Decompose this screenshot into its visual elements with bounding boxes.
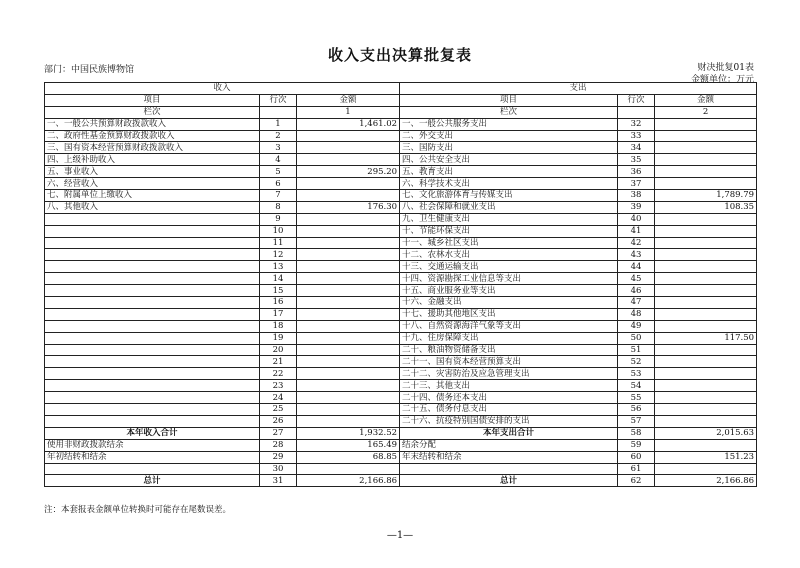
income-item-name bbox=[45, 308, 260, 320]
income-row-no: 4 bbox=[260, 154, 297, 166]
expense-column-label: 栏次 bbox=[400, 106, 618, 118]
income-amount bbox=[297, 415, 400, 427]
expense-year-total-no: 58 bbox=[618, 427, 655, 439]
income-row-no: 15 bbox=[260, 285, 297, 297]
expense-item-name: 八、社会保障和就业支出 bbox=[400, 201, 618, 213]
expense-item-name: 六、科学技术支出 bbox=[400, 178, 618, 190]
table-row bbox=[45, 213, 757, 225]
income-amount bbox=[297, 190, 400, 202]
expense-row-no: 32 bbox=[618, 118, 655, 130]
income-amount bbox=[297, 356, 400, 368]
expense-amount bbox=[655, 261, 757, 273]
expense-row-no: 36 bbox=[618, 166, 655, 178]
income-grand-total-no: 31 bbox=[260, 475, 297, 487]
expense-amount bbox=[655, 142, 757, 154]
expense-item-name: 十四、资源勘探工业信息等支出 bbox=[400, 273, 618, 285]
table-row bbox=[45, 308, 757, 320]
income-amount bbox=[297, 344, 400, 356]
table-row bbox=[45, 261, 757, 273]
income-item-name bbox=[45, 344, 260, 356]
income-item-name bbox=[45, 415, 260, 427]
income-item-header: 项目 bbox=[45, 94, 260, 106]
header-row-colnums bbox=[45, 106, 757, 118]
expense-row-no: 52 bbox=[618, 356, 655, 368]
expense-amount: 108.35 bbox=[655, 201, 757, 213]
expense-grand-total-no: 62 bbox=[618, 475, 655, 487]
begin-balance-label: 年初结转和结余 bbox=[45, 451, 260, 463]
nonfiscal-row bbox=[45, 439, 757, 451]
expense-section-header: 支出 bbox=[400, 83, 757, 95]
income-amount bbox=[297, 368, 400, 380]
income-item-name bbox=[45, 320, 260, 332]
income-section-header: 收入 bbox=[45, 83, 400, 95]
end-balance-no: 60 bbox=[618, 451, 655, 463]
expense-amount bbox=[655, 320, 757, 332]
table-row bbox=[45, 225, 757, 237]
income-row-no: 6 bbox=[260, 178, 297, 190]
expense-amount bbox=[655, 130, 757, 142]
expense-item-name: 十三、交通运输支出 bbox=[400, 261, 618, 273]
income-amount bbox=[297, 297, 400, 309]
income-row-no: 5 bbox=[260, 166, 297, 178]
expense-row-no: 51 bbox=[618, 344, 655, 356]
expense-amount bbox=[655, 213, 757, 225]
expense-item-name: 二十六、抗疫特别国债安排的支出 bbox=[400, 415, 618, 427]
end-balance-label: 年末结转和结余 bbox=[400, 451, 618, 463]
expense-item-name: 一、一般公共服务支出 bbox=[400, 118, 618, 130]
income-amount bbox=[297, 261, 400, 273]
income-amount bbox=[297, 213, 400, 225]
income-amount bbox=[297, 392, 400, 404]
expense-amount bbox=[655, 297, 757, 309]
expense-amount bbox=[655, 415, 757, 427]
expense-item-name: 十八、自然资源海洋气象等支出 bbox=[400, 320, 618, 332]
income-amount bbox=[297, 142, 400, 154]
table-row bbox=[45, 130, 757, 142]
expense-row-no: 49 bbox=[618, 320, 655, 332]
expense-amount-header: 金额 bbox=[655, 94, 757, 106]
expense-row-no: 55 bbox=[618, 392, 655, 404]
expense-item-name: 二十二、灾害防治及应急管理支出 bbox=[400, 368, 618, 380]
income-row-no: 13 bbox=[260, 261, 297, 273]
income-item-name: 一、一般公共预算财政拨款收入 bbox=[45, 118, 260, 130]
expense-row-no: 34 bbox=[618, 142, 655, 154]
expense-amount bbox=[655, 273, 757, 285]
income-row-no: 9 bbox=[260, 213, 297, 225]
income-row-no: 23 bbox=[260, 380, 297, 392]
table-row bbox=[45, 237, 757, 249]
page-title: 收入支出决算批复表 bbox=[327, 46, 472, 64]
table-row bbox=[45, 178, 757, 190]
expense-row-no: 33 bbox=[618, 130, 655, 142]
income-item-name: 七、附属单位上缴收入 bbox=[45, 190, 260, 202]
income-item-name: 五、事业收入 bbox=[45, 166, 260, 178]
expense-item-name: 二十、粮油物资储备支出 bbox=[400, 344, 618, 356]
form-number: 财决批复01表 bbox=[697, 63, 754, 73]
expense-row-no: 47 bbox=[618, 297, 655, 309]
expense-item-name: 二十一、国有资本经营预算支出 bbox=[400, 356, 618, 368]
expense-item-name: 二十四、债务还本支出 bbox=[400, 392, 618, 404]
income-item-name bbox=[45, 404, 260, 416]
department-label: 部门：中国民族博物馆 bbox=[44, 65, 135, 75]
table-row bbox=[45, 297, 757, 309]
expense-row-no: 37 bbox=[618, 178, 655, 190]
expense-amount: 1,789.79 bbox=[655, 190, 757, 202]
income-item-name bbox=[45, 237, 260, 249]
table-row bbox=[45, 320, 757, 332]
expense-row-no: 54 bbox=[618, 380, 655, 392]
table-row bbox=[45, 142, 757, 154]
end-balance-amount: 151.23 bbox=[655, 451, 757, 463]
expense-amount bbox=[655, 154, 757, 166]
table-row bbox=[45, 415, 757, 427]
expense-item-name: 十二、农林水支出 bbox=[400, 249, 618, 261]
expense-grand-total-label: 总计 bbox=[400, 475, 618, 487]
income-amount bbox=[297, 308, 400, 320]
income-item-name bbox=[45, 249, 260, 261]
expense-amount bbox=[655, 404, 757, 416]
income-row-no: 20 bbox=[260, 344, 297, 356]
income-item-name: 六、经营收入 bbox=[45, 178, 260, 190]
expense-item-name: 九、卫生健康支出 bbox=[400, 213, 618, 225]
expense-row-no: 56 bbox=[618, 404, 655, 416]
income-amount bbox=[297, 404, 400, 416]
income-row-no: 3 bbox=[260, 142, 297, 154]
income-row-no: 25 bbox=[260, 404, 297, 416]
income-amount bbox=[297, 225, 400, 237]
table-row bbox=[45, 392, 757, 404]
distribution-amount bbox=[655, 439, 757, 451]
income-amount bbox=[297, 332, 400, 344]
expense-item-name: 十一、城乡社区支出 bbox=[400, 237, 618, 249]
expense-row-no: 41 bbox=[618, 225, 655, 237]
expense-item-name: 四、公共安全支出 bbox=[400, 154, 618, 166]
income-row-no: 21 bbox=[260, 356, 297, 368]
expense-row-no: 39 bbox=[618, 201, 655, 213]
expense-row-no: 46 bbox=[618, 285, 655, 297]
nonfiscal-label: 使用非财政拨款结余 bbox=[45, 439, 260, 451]
expense-item-name: 十七、援助其他地区支出 bbox=[400, 308, 618, 320]
income-column-number: 1 bbox=[297, 106, 400, 118]
begin-balance-no: 29 bbox=[260, 451, 297, 463]
expense-row-no: 43 bbox=[618, 249, 655, 261]
amount-unit: 金额单位：万元 bbox=[690, 75, 754, 85]
blank-expense-no: 61 bbox=[618, 463, 655, 475]
income-item-name bbox=[45, 380, 260, 392]
income-row-no: 19 bbox=[260, 332, 297, 344]
expense-item-name: 二十三、其他支出 bbox=[400, 380, 618, 392]
expense-amount bbox=[655, 225, 757, 237]
income-amount bbox=[297, 273, 400, 285]
table-row bbox=[45, 380, 757, 392]
income-amount bbox=[297, 154, 400, 166]
expense-row-no: 42 bbox=[618, 237, 655, 249]
income-amount: 176.30 bbox=[297, 201, 400, 213]
table-body bbox=[45, 118, 757, 427]
expense-amount bbox=[655, 344, 757, 356]
income-grand-total-label: 总计 bbox=[45, 475, 260, 487]
expense-item-name: 十五、商业服务业等支出 bbox=[400, 285, 618, 297]
table-row bbox=[45, 154, 757, 166]
expense-item-name: 五、教育支出 bbox=[400, 166, 618, 178]
income-item-name: 四、上级补助收入 bbox=[45, 154, 260, 166]
expense-item-header: 项目 bbox=[400, 94, 618, 106]
expense-rowno-header: 行次 bbox=[618, 94, 655, 106]
expense-row-no: 35 bbox=[618, 154, 655, 166]
table-row bbox=[45, 273, 757, 285]
expense-year-total-amount: 2,015.63 bbox=[655, 427, 757, 439]
carryover-row bbox=[45, 451, 757, 463]
income-amount-header: 金额 bbox=[297, 94, 400, 106]
expense-item-name: 十九、住房保障支出 bbox=[400, 332, 618, 344]
income-item-name bbox=[45, 213, 260, 225]
income-amount bbox=[297, 249, 400, 261]
income-row-no: 12 bbox=[260, 249, 297, 261]
income-amount bbox=[297, 285, 400, 297]
expense-row-no: 57 bbox=[618, 415, 655, 427]
expense-column-number: 2 bbox=[655, 106, 757, 118]
income-column-label: 栏次 bbox=[45, 106, 260, 118]
expense-amount bbox=[655, 178, 757, 190]
header-row-columns bbox=[45, 94, 757, 106]
table-row bbox=[45, 404, 757, 416]
income-row-no: 26 bbox=[260, 415, 297, 427]
income-item-name bbox=[45, 332, 260, 344]
income-row-no: 7 bbox=[260, 190, 297, 202]
expense-amount bbox=[655, 166, 757, 178]
nonfiscal-no: 28 bbox=[260, 439, 297, 451]
expense-grand-total-amount: 2,166.86 bbox=[655, 475, 757, 487]
table-row bbox=[45, 249, 757, 261]
page-number: —1— bbox=[386, 530, 414, 541]
income-row-no: 11 bbox=[260, 237, 297, 249]
income-item-name bbox=[45, 285, 260, 297]
income-amount bbox=[297, 237, 400, 249]
nonfiscal-amount: 165.49 bbox=[297, 439, 400, 451]
income-item-name: 三、国有资本经营预算财政拨款收入 bbox=[45, 142, 260, 154]
income-row-no: 17 bbox=[260, 308, 297, 320]
income-row-no: 24 bbox=[260, 392, 297, 404]
expense-item-name: 二、外交支出 bbox=[400, 130, 618, 142]
expense-row-no: 48 bbox=[618, 308, 655, 320]
expense-amount bbox=[655, 308, 757, 320]
table-row bbox=[45, 201, 757, 213]
begin-balance-amount: 68.85 bbox=[297, 451, 400, 463]
income-item-name bbox=[45, 368, 260, 380]
year-total-row bbox=[45, 427, 757, 439]
income-row-no: 10 bbox=[260, 225, 297, 237]
header-row-sections bbox=[45, 83, 757, 95]
expense-amount bbox=[655, 380, 757, 392]
income-row-no: 18 bbox=[260, 320, 297, 332]
income-rowno-header: 行次 bbox=[260, 94, 297, 106]
distribution-no: 59 bbox=[618, 439, 655, 451]
table-row bbox=[45, 118, 757, 130]
income-year-total-no: 27 bbox=[260, 427, 297, 439]
table-row bbox=[45, 332, 757, 344]
income-row-no: 14 bbox=[260, 273, 297, 285]
expense-row-no: 40 bbox=[618, 213, 655, 225]
income-item-name bbox=[45, 392, 260, 404]
expense-amount bbox=[655, 356, 757, 368]
table-row bbox=[45, 190, 757, 202]
blank-row bbox=[45, 463, 757, 475]
table-row bbox=[45, 285, 757, 297]
expense-amount bbox=[655, 368, 757, 380]
expense-year-total-label: 本年支出合计 bbox=[400, 427, 618, 439]
expense-amount: 117.50 bbox=[655, 332, 757, 344]
expense-item-name: 十六、金融支出 bbox=[400, 297, 618, 309]
expense-item-name: 二十五、债务付息支出 bbox=[400, 404, 618, 416]
income-item-name bbox=[45, 261, 260, 273]
income-item-name: 八、其他收入 bbox=[45, 201, 260, 213]
income-year-total-amount: 1,932.52 bbox=[297, 427, 400, 439]
table-row bbox=[45, 344, 757, 356]
footnote: 注：本套报表金额单位转换时可能存在尾数误差。 bbox=[44, 505, 232, 515]
expense-amount bbox=[655, 392, 757, 404]
expense-amount bbox=[655, 237, 757, 249]
expense-row-no: 50 bbox=[618, 332, 655, 344]
income-amount bbox=[297, 130, 400, 142]
table-row bbox=[45, 166, 757, 178]
income-grand-total-amount: 2,166.86 bbox=[297, 475, 400, 487]
income-row-no: 2 bbox=[260, 130, 297, 142]
income-amount bbox=[297, 178, 400, 190]
income-row-no: 1 bbox=[260, 118, 297, 130]
distribution-label: 结余分配 bbox=[400, 439, 618, 451]
income-item-name bbox=[45, 273, 260, 285]
expense-item-name: 十、节能环保支出 bbox=[400, 225, 618, 237]
expense-row-no: 53 bbox=[618, 368, 655, 380]
income-expense-table bbox=[44, 82, 757, 487]
grand-total-row bbox=[45, 475, 757, 487]
expense-row-no: 45 bbox=[618, 273, 655, 285]
income-item-name bbox=[45, 356, 260, 368]
table-row bbox=[45, 368, 757, 380]
income-item-name bbox=[45, 225, 260, 237]
table-row bbox=[45, 356, 757, 368]
income-year-total-label: 本年收入合计 bbox=[45, 427, 260, 439]
income-row-no: 8 bbox=[260, 201, 297, 213]
expense-amount bbox=[655, 118, 757, 130]
income-row-no: 16 bbox=[260, 297, 297, 309]
income-item-name bbox=[45, 297, 260, 309]
expense-amount bbox=[655, 249, 757, 261]
income-amount bbox=[297, 320, 400, 332]
expense-row-no: 44 bbox=[618, 261, 655, 273]
expense-row-no: 38 bbox=[618, 190, 655, 202]
income-row-no: 22 bbox=[260, 368, 297, 380]
blank-income-no: 30 bbox=[260, 463, 297, 475]
income-amount: 295.20 bbox=[297, 166, 400, 178]
income-amount: 1,461.02 bbox=[297, 118, 400, 130]
income-amount bbox=[297, 380, 400, 392]
income-item-name: 二、政府性基金预算财政拨款收入 bbox=[45, 130, 260, 142]
expense-item-name: 三、国防支出 bbox=[400, 142, 618, 154]
expense-amount bbox=[655, 285, 757, 297]
expense-item-name: 七、文化旅游体育与传媒支出 bbox=[400, 190, 618, 202]
